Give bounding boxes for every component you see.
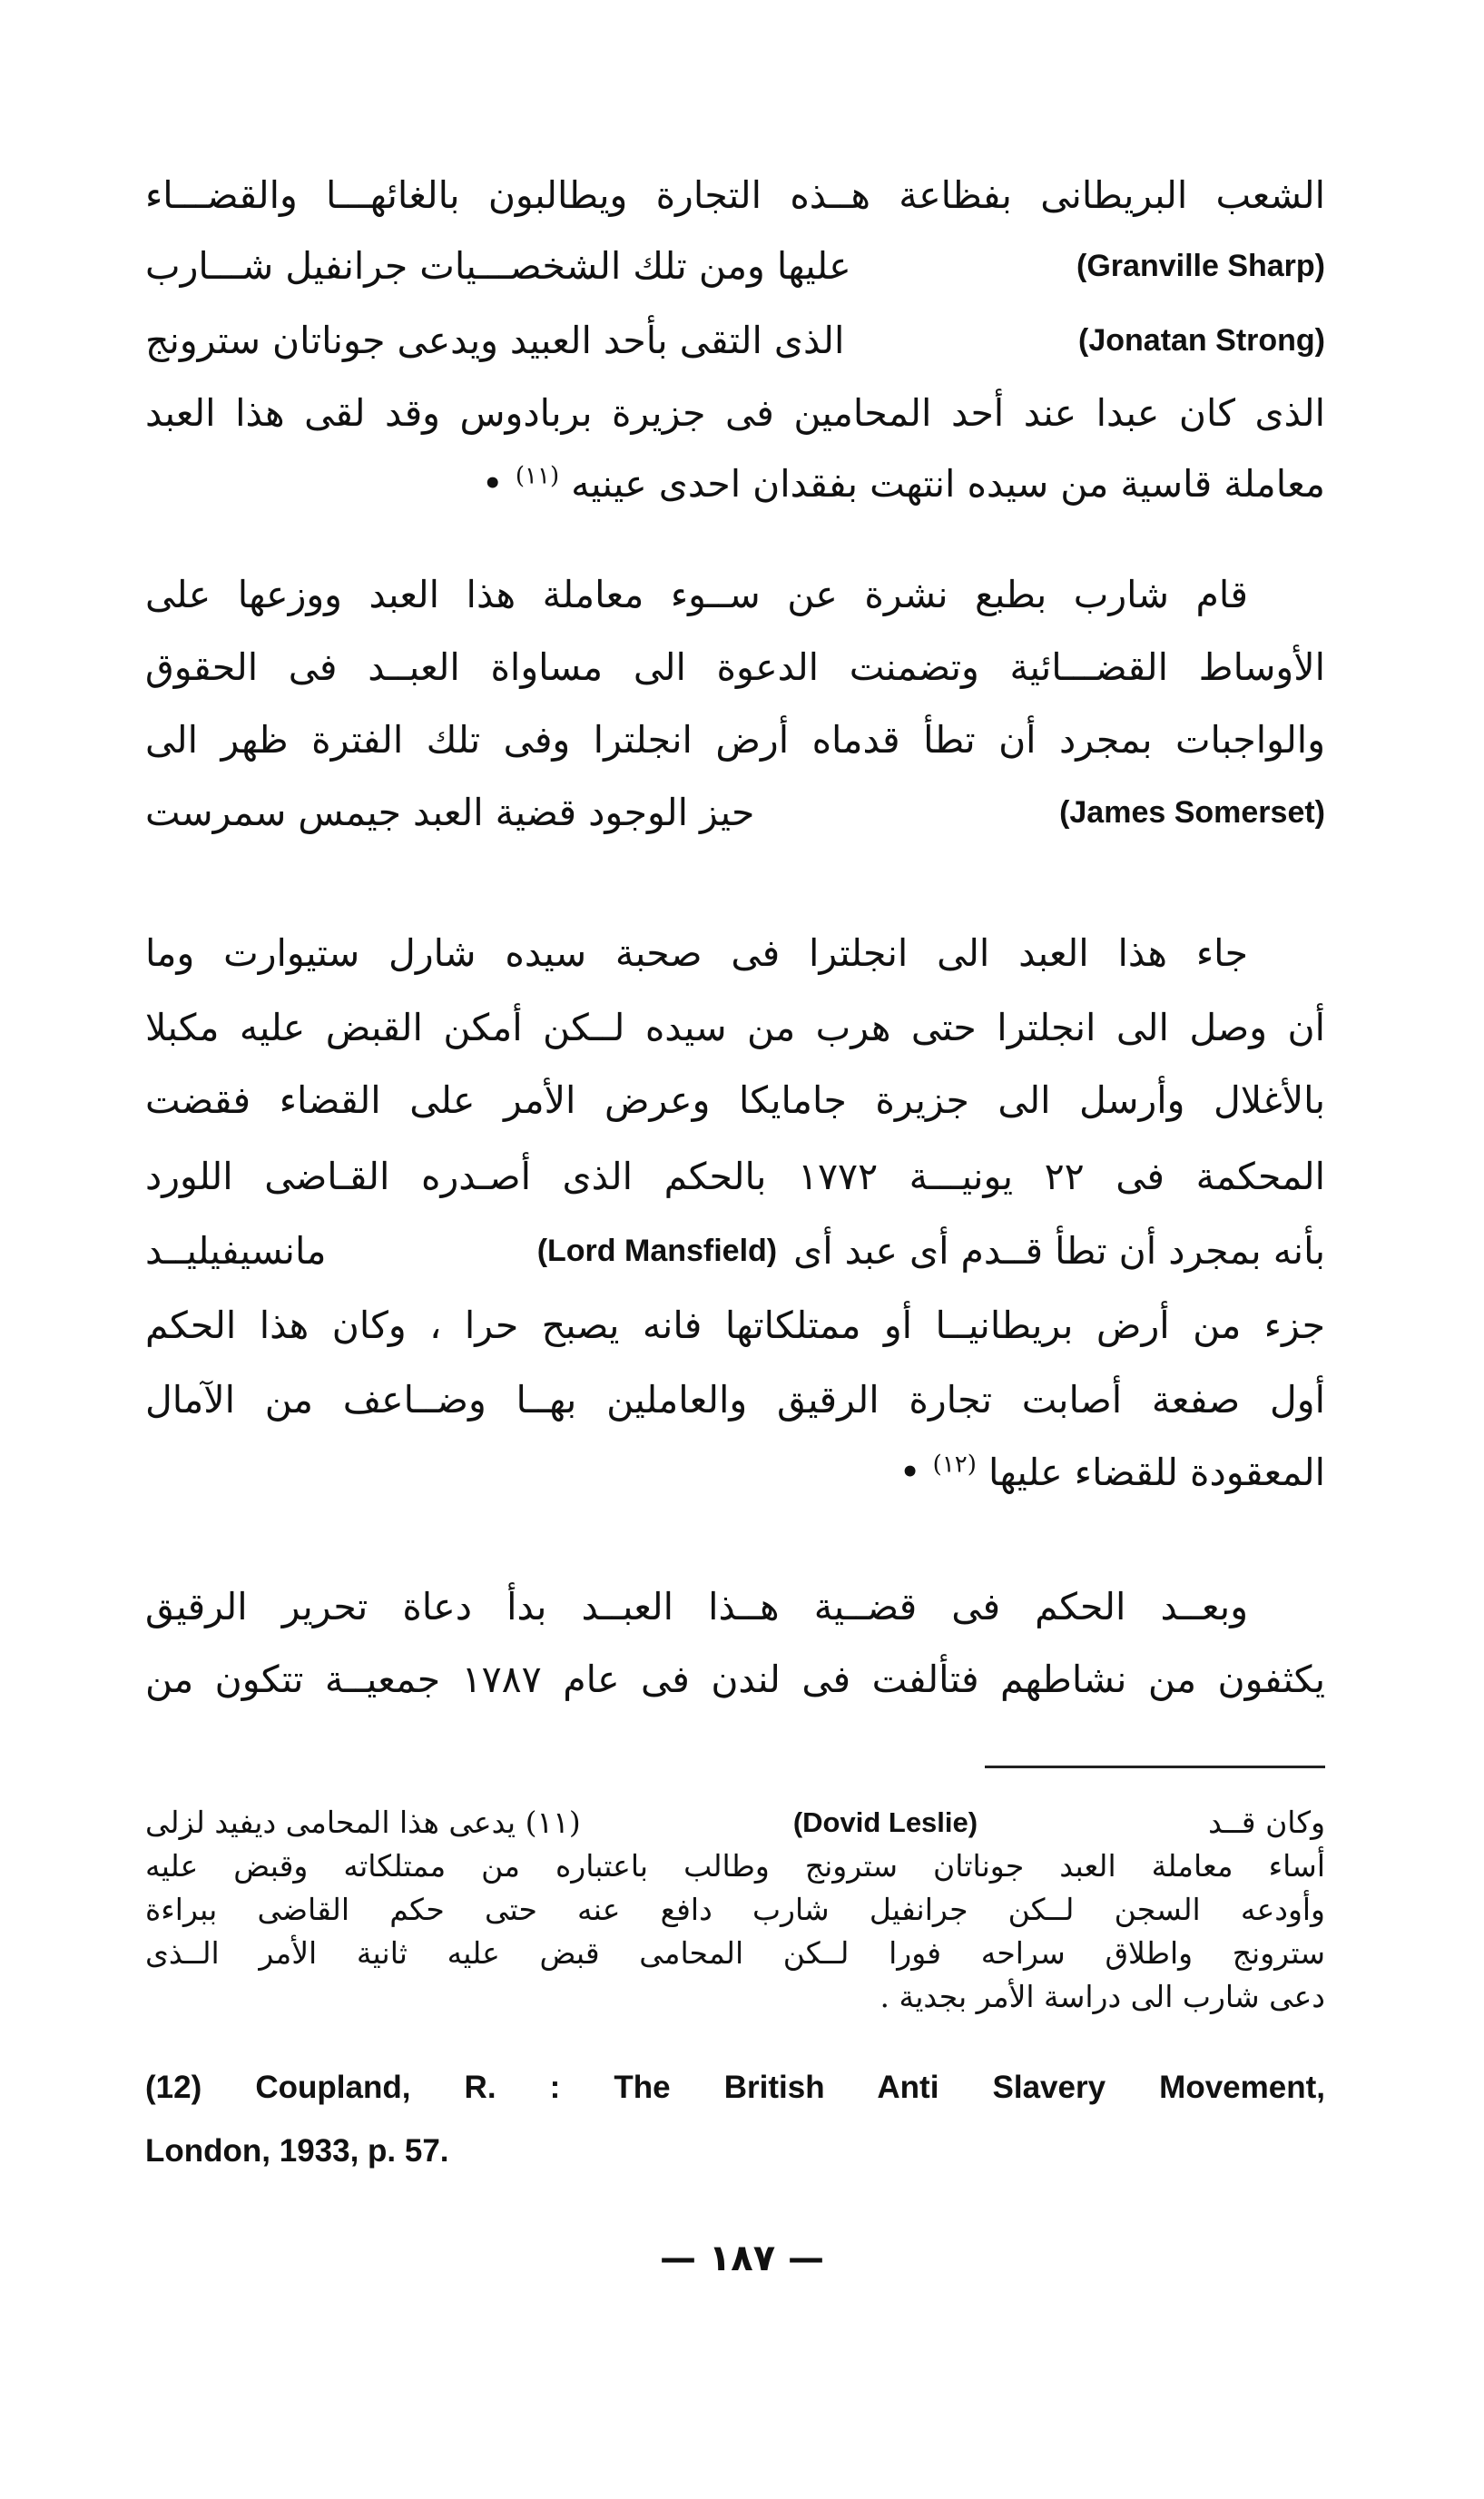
footnote-line: (12) Coupland, R. : The British Anti Slavery Movement,: [145, 2070, 1325, 2105]
text-line: [145, 304, 1325, 377]
footnote-separator: [985, 1766, 1325, 1768]
line-tail: [537, 1215, 1325, 1287]
text-line: [145, 776, 1325, 849]
text-segment: مانسيفيليــد: [145, 1229, 327, 1273]
end-mark: •: [481, 462, 504, 506]
text-line: [145, 230, 1325, 302]
text-line: الذى كان عبدا عند أحد المحامين فى جزيرة بربادوس وقد لقى هذا العبد: [145, 391, 1325, 435]
text-line: قام شارب بطبع نشرة عن ســوء معاملة هذا العبد ووزعها على: [145, 573, 1248, 616]
text-line: وبعــد الحكم فى قضــية هــذا العبــد بدأ دعاة تحرير الرقيق: [145, 1585, 1248, 1628]
latin-name: (Jonatan Strong): [1078, 323, 1325, 358]
text-line: المحكمة فى ٢٢ يونيـــة ١٧٧٢ بالحكم الذى أصـدره القـاضى اللورد: [145, 1155, 1325, 1198]
text-line: [145, 448, 1325, 520]
latin-name: (Lord Mansfield): [536, 1234, 778, 1268]
text-segment: المعقودة للقضاء عليها: [988, 1451, 1325, 1494]
text-segment: حيز الوجود قضية العبد جيمس سمرست: [145, 791, 755, 834]
text-line: الأوساط القضـــائية وتضمنت الدعوة الى مساواة العبــد فى الحقوق: [145, 645, 1325, 689]
text-line: جزء من أرض بريطانيــا أو ممتلكاتها فانه يصبح حرا ، وكان هذا الحكم: [145, 1304, 1325, 1347]
footnote-line: سترونج واطلاق سراحه فورا لــكن المحامى قبض عليه ثانية الأمر الــذى: [145, 1935, 1325, 1971]
text-segment: الذى التقى بأحد العبيد ويدعى جوناتان سترونج: [145, 319, 845, 362]
text-line: والواجبات بمجرد أن تطأ قدماه أرض انجلترا وفى تلك الفترة ظهر الى: [145, 718, 1325, 762]
text-segment: عليها ومن تلك الشخصـــيات جرانفيل شـــارب: [145, 244, 851, 288]
page-number: — ١٨٧ —: [659, 2238, 825, 2279]
footnote-line: London, 1933, p. 57.: [145, 2133, 449, 2169]
footnote-line: دعى شارب الى دراسة الأمر بجدية .: [880, 1979, 1325, 2014]
text-segment: بأنه بمجرد أن تطأ قــدم أى عبد أى: [793, 1229, 1325, 1273]
footnote-line: أساء معاملة العبد جوناتان سترونج وطالب باعتباره من ممتلكاته وقبض عليه: [145, 1848, 1325, 1884]
text-line: أن وصل الى انجلترا حتى هرب من سيده لــكن أمكن القبض عليه مكبلا: [145, 1006, 1325, 1049]
end-mark: •: [899, 1451, 921, 1494]
text-line: [145, 1215, 1325, 1287]
text-line: جاء هذا العبد الى انجلترا فى صحبة سيده شارل ستيوارت وما: [145, 931, 1248, 975]
text-line: [145, 1436, 1325, 1509]
footnote-line: وأودعه السجن لــكن جرانفيل شارب دافع عنه حتى حكم القاضى ببراءة: [145, 1892, 1325, 1927]
text-line: أول صفعة أصابت تجارة الرقيق والعاملين بهــا وضــاعف من الآمال: [145, 1378, 1325, 1422]
text-segment: معاملة قاسية من سيده انتهت بفقدان احدى عينيه: [571, 462, 1325, 506]
latin-name: (Granville Sharp): [1076, 249, 1325, 283]
footnote-ref: (١٢): [932, 1451, 977, 1479]
text-segment: (١١) يدعى هذا المحامى ديفيد لزلى: [145, 1805, 581, 1840]
footnote-ref: (١١): [515, 462, 560, 490]
latin-name: (Dovid Leslie): [792, 1806, 978, 1838]
text-line: الشعب البريطانى بفظاعة هــذه التجارة ويطالبون بالغائهـــا والقضـــاء: [145, 173, 1325, 217]
footnote-line: [145, 1802, 1325, 1843]
text-line: بالأغلال وأرسل الى جزيرة جامايكا وعرض الأمر على القضاء فقضت: [145, 1078, 1325, 1122]
text-segment: وكان قــد: [1208, 1805, 1325, 1840]
latin-name: (James Somerset): [1059, 795, 1325, 830]
text-line: يكثفون من نشاطهم فتألفت فى لندن فى عام ١٧٨٧ جمعيــة تتكون من: [145, 1658, 1325, 1701]
